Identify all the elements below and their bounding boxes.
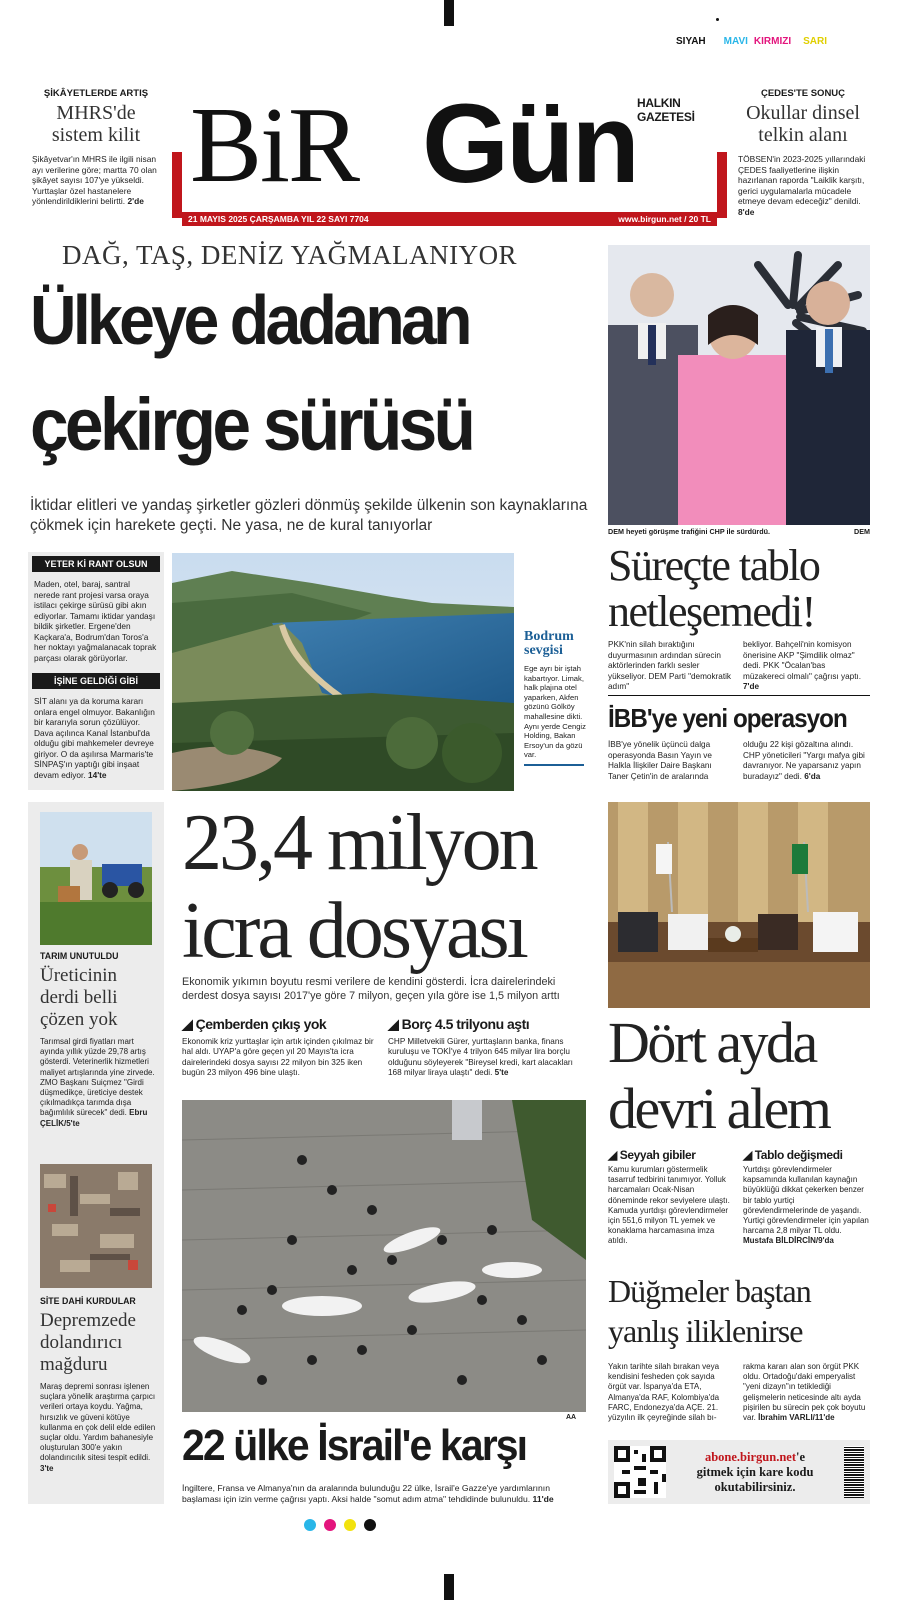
diyanet-sub1-body: Kamu kurumları göstermelik tasarruf tedbirini tanımıyor. Yolluk harcamaları Ocak-Nisan döneminde rekor seviyelere ulaştı. Kamuda yurtdışı görevlendirmeler için 551,6 milyon TL yemek ve konaklama harcamasına imza atıldı. <box>608 1165 730 1246</box>
column-headline-1: Düğmeler baştan <box>608 1273 811 1309</box>
main-headline-1: Ülkeye dadanan <box>30 281 469 359</box>
icra-sub2-title: ◢ Borç 4.5 trilyonu aştı <box>388 1016 530 1032</box>
color-label-black: SIYAH <box>676 36 706 47</box>
masthead-dateline-bar <box>182 212 717 226</box>
color-label-cyan: MAVI <box>723 36 748 47</box>
farmer-title: Üreticinin derdi belli çözen yok <box>40 965 118 1030</box>
subscribe-line3: okutabilirsiniz. <box>714 1479 796 1494</box>
bodrum-caption-rule <box>524 764 584 766</box>
diyanet-sub1-title: ◢ Seyyah gibiler <box>608 1148 696 1162</box>
icra-headline-2: icra dosyası <box>182 887 526 975</box>
logo-bir: BiR <box>190 86 359 205</box>
diyanet-headline-2: devri alem <box>608 1076 830 1141</box>
dem-col1: PKK'nin silah bıraktığını duyurmasının ardından sürecin aktörlerinden farklı sesler yükseliyor. DEM Parti "demokratik adım" <box>608 640 732 691</box>
dateline: 21 MAYIS 2025 ÇARŞAMBA YIL 22 SAYI 7704 <box>188 214 369 224</box>
color-label-magenta: KIRMIZI <box>753 36 792 47</box>
subscribe-box[interactable] <box>608 1440 870 1504</box>
masthead-red-frame <box>172 152 182 218</box>
left-teaser[interactable] <box>32 88 160 207</box>
bodrum-caption <box>524 630 586 766</box>
registration-dot <box>716 18 719 21</box>
left-teaser-kicker: ŞİKÂYETLERDE ARTIŞ <box>43 88 149 99</box>
icra-headline-1: 23,4 milyon <box>182 799 536 887</box>
ibb-col1: İBB'ye yönelik üçüncü dalga operasyonda Basın Yayın ve Halkla İlişkiler Daire Başkanı Taner Çetin'in de aralarında <box>608 740 712 781</box>
gaza-headline: 22 ülke İsrail'e karşı <box>182 1421 527 1470</box>
icra-deck: Ekonomik yıkımın boyutu resmi verilere de kendini gösterdi. İcra dairelerindeki derdest dosya sayısı 2017'ye göre 7 milyon, geçen yıla göre ise 1,5 milyon arttı <box>182 976 560 1002</box>
gaza-deck: İngiltere, Fransa ve Almanya'nın da aralarında bulunduğu 22 ülke, İsrail'e Gazze'ye yardımlarının başlaması için izin verme çağrısı yaptı. Aksi halde "somut adım atma" tehdidinde bulunuldu. 11'de <box>182 1483 554 1504</box>
quake-story[interactable] <box>40 1296 156 1474</box>
black-dot <box>364 1519 376 1531</box>
left-teaser-body: Şikâyetvar'ın MHRS ile ilgili nisan ayı verilerine göre; martta 70 olan şikâyet sayısı 107'ye yükseldi. Yurttaşlar özel hastanelere yönlendirildiklerini belirtti. 2'de <box>32 154 157 206</box>
dem-col2: bekliyor. Bahçeli'nin komisyon önerisine AKP "Şimdilik olmaz" dedi. PKK "Öcalan'bas müzakereci olmalı" çağrısı yaptı. 7'de <box>743 640 862 691</box>
barcode <box>844 1446 864 1498</box>
ibb-col2: olduğu 22 kişi gözaltına alındı. CHP yöneticileri "Yargı mafya gibi davranıyor. Ne yaparsanız yapın buradayız" dedi. 6'da <box>743 740 865 781</box>
masthead-subtitle: HALKIN GAZETESİ <box>637 96 695 124</box>
yellow-dot <box>344 1519 356 1531</box>
diyanet-sub2 <box>743 1148 871 1247</box>
dem-divider <box>608 695 870 696</box>
registration-mark-top <box>444 0 454 26</box>
dem-headline-1: Süreçte tablo <box>608 541 820 590</box>
diyanet-sub2-title: ◢ Tablo değişmedi <box>743 1148 843 1162</box>
column-headline-2: yanlış iliklenirse <box>608 1313 803 1349</box>
isine-label: İŞİNE GELDİĞİ GİBİ <box>32 673 160 689</box>
right-teaser-body: TÖBSEN'in 2023-2025 yıllarındaki ÇEDES faaliyetlerine ilişkin hazırlanan raporda "Laiklik karşıtı, gerici uygulamalarla mücadele etmeye devam edeceğiz" denildi. 8'de <box>738 154 866 217</box>
dem-photo-caption: DEM heyeti görüşme trafiğini CHP ile sürdürdü. <box>608 527 771 536</box>
icra-sub2-body: CHP Milletvekili Gürer, yurttaşların banka, finans kuruluşu ve TOKİ'ye 4 trilyon 645 milyar lira borçlu olduğunu söyleyerek "Bireysel kredi, kart alacakları 168 milyar liraya ulaştı" dedi. 5'te <box>388 1037 573 1078</box>
subscribe-text: abone.birgun.net'e gitmek için kare kodu okutabilirsiniz. <box>674 1450 836 1495</box>
gaza-photo-credit: AA <box>566 1414 577 1421</box>
isine-body: SİT alanı ya da koruma kararı onlara engel olmuyor. Bakanlığın bir kararıyla sorun çözülüyor. Dava açılınca Kanal İstanbul'da olduğu gibi mahkemeler devreye giriyor. O da aşılırsa Marmaris'te SİNPAŞ'ın yaptığı gibi inşaat devam ediyor. 14'te <box>34 696 155 780</box>
color-label-yellow: SARI <box>803 36 828 47</box>
right-teaser-title: Okullar dinsel telkin alanı <box>746 102 860 146</box>
magenta-dot <box>324 1519 336 1531</box>
qr-code-icon[interactable] <box>614 1446 666 1498</box>
bodrum-photo <box>172 553 514 791</box>
subscribe-url[interactable]: abone.birgun.net <box>704 1449 796 1464</box>
dem-photo <box>608 245 870 525</box>
diyanet-headline-1: Dört ayda <box>608 1010 816 1075</box>
ibb-headline: İBB'ye yeni operasyon <box>608 703 847 733</box>
masthead[interactable] <box>172 81 727 230</box>
subscribe-line2: gitmek için kare kodu <box>696 1464 814 1479</box>
quake-body: Maraş depremi sonrası işlenen suçlara yönelik araştırma çarpıcı verileri ortaya koydu. Yağma, hırsızlık ve güveni kötüye kullanma en çok delil elde edilen suçlar oldu. Yardım bahanesiyle oluşturulan 300'e yakın dolandırıcılık sitesi tespit edildi. 3'te <box>40 1382 156 1473</box>
bodrum-caption-body: Ege ayrı bir iştah kabartıyor. Limak, halk plajına otel yaparken, Akfen gözünü Gölköy mahallesine dikti. Aynı yerde Cengiz Holding, Bakan Ersoy'un da gözü var. <box>524 664 586 760</box>
quake-title: Depremzede dolandırıcı mağduru <box>40 1310 136 1375</box>
main-headline-2: çekirge sürüsü <box>30 383 473 466</box>
farmer-story[interactable] <box>40 951 156 1129</box>
rant-body: Maden, otel, baraj, santral nerede rant projesi varsa oraya istilacı çekirge sürüsü gibi akın ediyorlar. Tamamı iktidar yandaşı bildik şirketler. Ergene'den Kaçkara'a, Bodrum'dan Toros'a her noktayı yağmalanacak toprak parçası olarak görüyorlar. <box>34 579 157 663</box>
farmer-kicker: TARIM UNUTULDU <box>40 951 119 961</box>
icra-sub1 <box>182 1016 378 1079</box>
right-teaser-kicker: ÇEDES'TE SONUÇ <box>760 88 846 99</box>
right-teaser[interactable] <box>738 88 868 217</box>
bodrum-caption-title: Bodrum sevgisi <box>524 629 574 658</box>
dem-headline-2: netleşemedi! <box>608 587 815 636</box>
icra-sub2 <box>388 1016 586 1079</box>
dem-photo-credit: DEM <box>854 527 870 536</box>
diyanet-sub2-body: Yurtdışı görevlendirmeler kapsamında kullanılan kaynağın büyüklüğü dikkat çekerken benzer bir tablo yurtiçi görevlendirmelerinde de yaşandı. Yurtiçi görevlendirmeler için yapılan harcama 2,8 milyar TL oldu. Mustafa BİLDİRCİN/9'da <box>743 1165 869 1246</box>
column-col2: rakma kararı alan son örgüt PKK oldu. Ortadoğu'daki emperyalist "yeni dizayn"ın tetiklediği gelişmelerin neticesinde altı ayda pişirilen bu sürecin pek çok boyutu var. İbrahim VARLI/11'de <box>743 1362 866 1423</box>
logo-gun: Gün <box>422 81 637 206</box>
cyan-dot <box>304 1519 316 1531</box>
diyanet-sub1 <box>608 1148 734 1247</box>
farmer-body: Tarımsal girdi fiyatları mart ayında yıllık yüzde 29,78 artış gösterdi. Veterinerlik hizmetleri maliyet artışlarında yine zirvede. ZMO Başkanı Suiçmez "Girdi düşmedikçe, üreticiye destek çıkılmadıkça tarımda dışa bağımlılık sürecek" dedi. Ebru ÇELİK/5'te <box>40 1037 155 1128</box>
quake-photo <box>40 1164 152 1288</box>
masthead-red-frame-right <box>717 152 727 218</box>
cmyk-dots <box>304 1519 376 1531</box>
rant-label: YETER Kİ RANT OLSUN <box>32 556 160 572</box>
farmer-photo <box>40 812 152 945</box>
color-bar <box>676 36 827 47</box>
quake-kicker: SİTE DAHİ KURDULAR <box>40 1296 136 1306</box>
rant-sidebar <box>28 552 164 790</box>
icra-sub1-title: ◢ Çemberden çıkış yok <box>182 1016 327 1032</box>
dem-photo-caption-row <box>608 527 870 536</box>
icra-sub1-body: Ekonomik kriz yurttaşlar için artık içinden çıkılmaz bir hal aldı. UYAP'a göre geçen yıl 20 Mayıs'ta icra dairelerindeki dosya sayısı 22 milyon bin 325 iken bugün 23 milyon 496 bine ulaştı. <box>182 1037 374 1078</box>
diyanet-photo <box>608 802 870 1008</box>
main-kicker: DAĞ, TAŞ, DENİZ YAĞMALANIYOR <box>62 240 518 270</box>
gaza-photo <box>182 1100 586 1412</box>
registration-mark-bottom <box>444 1574 454 1600</box>
column-col1: Yakın tarihte silah bırakan veya kendisini fesheden çok sayıda örgüt var. İspanya'da ETA, Almanya'da RAF, Kolombiya'da FARC, Endonezya'da AÇE. 21. yüzyılın ilk çeyreğinde silah bı- <box>608 1362 720 1423</box>
left-teaser-title: MHRS'de sistem kilit <box>51 102 141 146</box>
main-deck: İktidar elitleri ve yandaş şirketler gözleri dönmüş şekilde ülkenin son kaynaklarına çökmek için harekete geçti. Ne yasa, ne de kural tanıyorlar <box>30 497 588 534</box>
web-price: www.birgun.net / 20 TL <box>618 214 711 224</box>
